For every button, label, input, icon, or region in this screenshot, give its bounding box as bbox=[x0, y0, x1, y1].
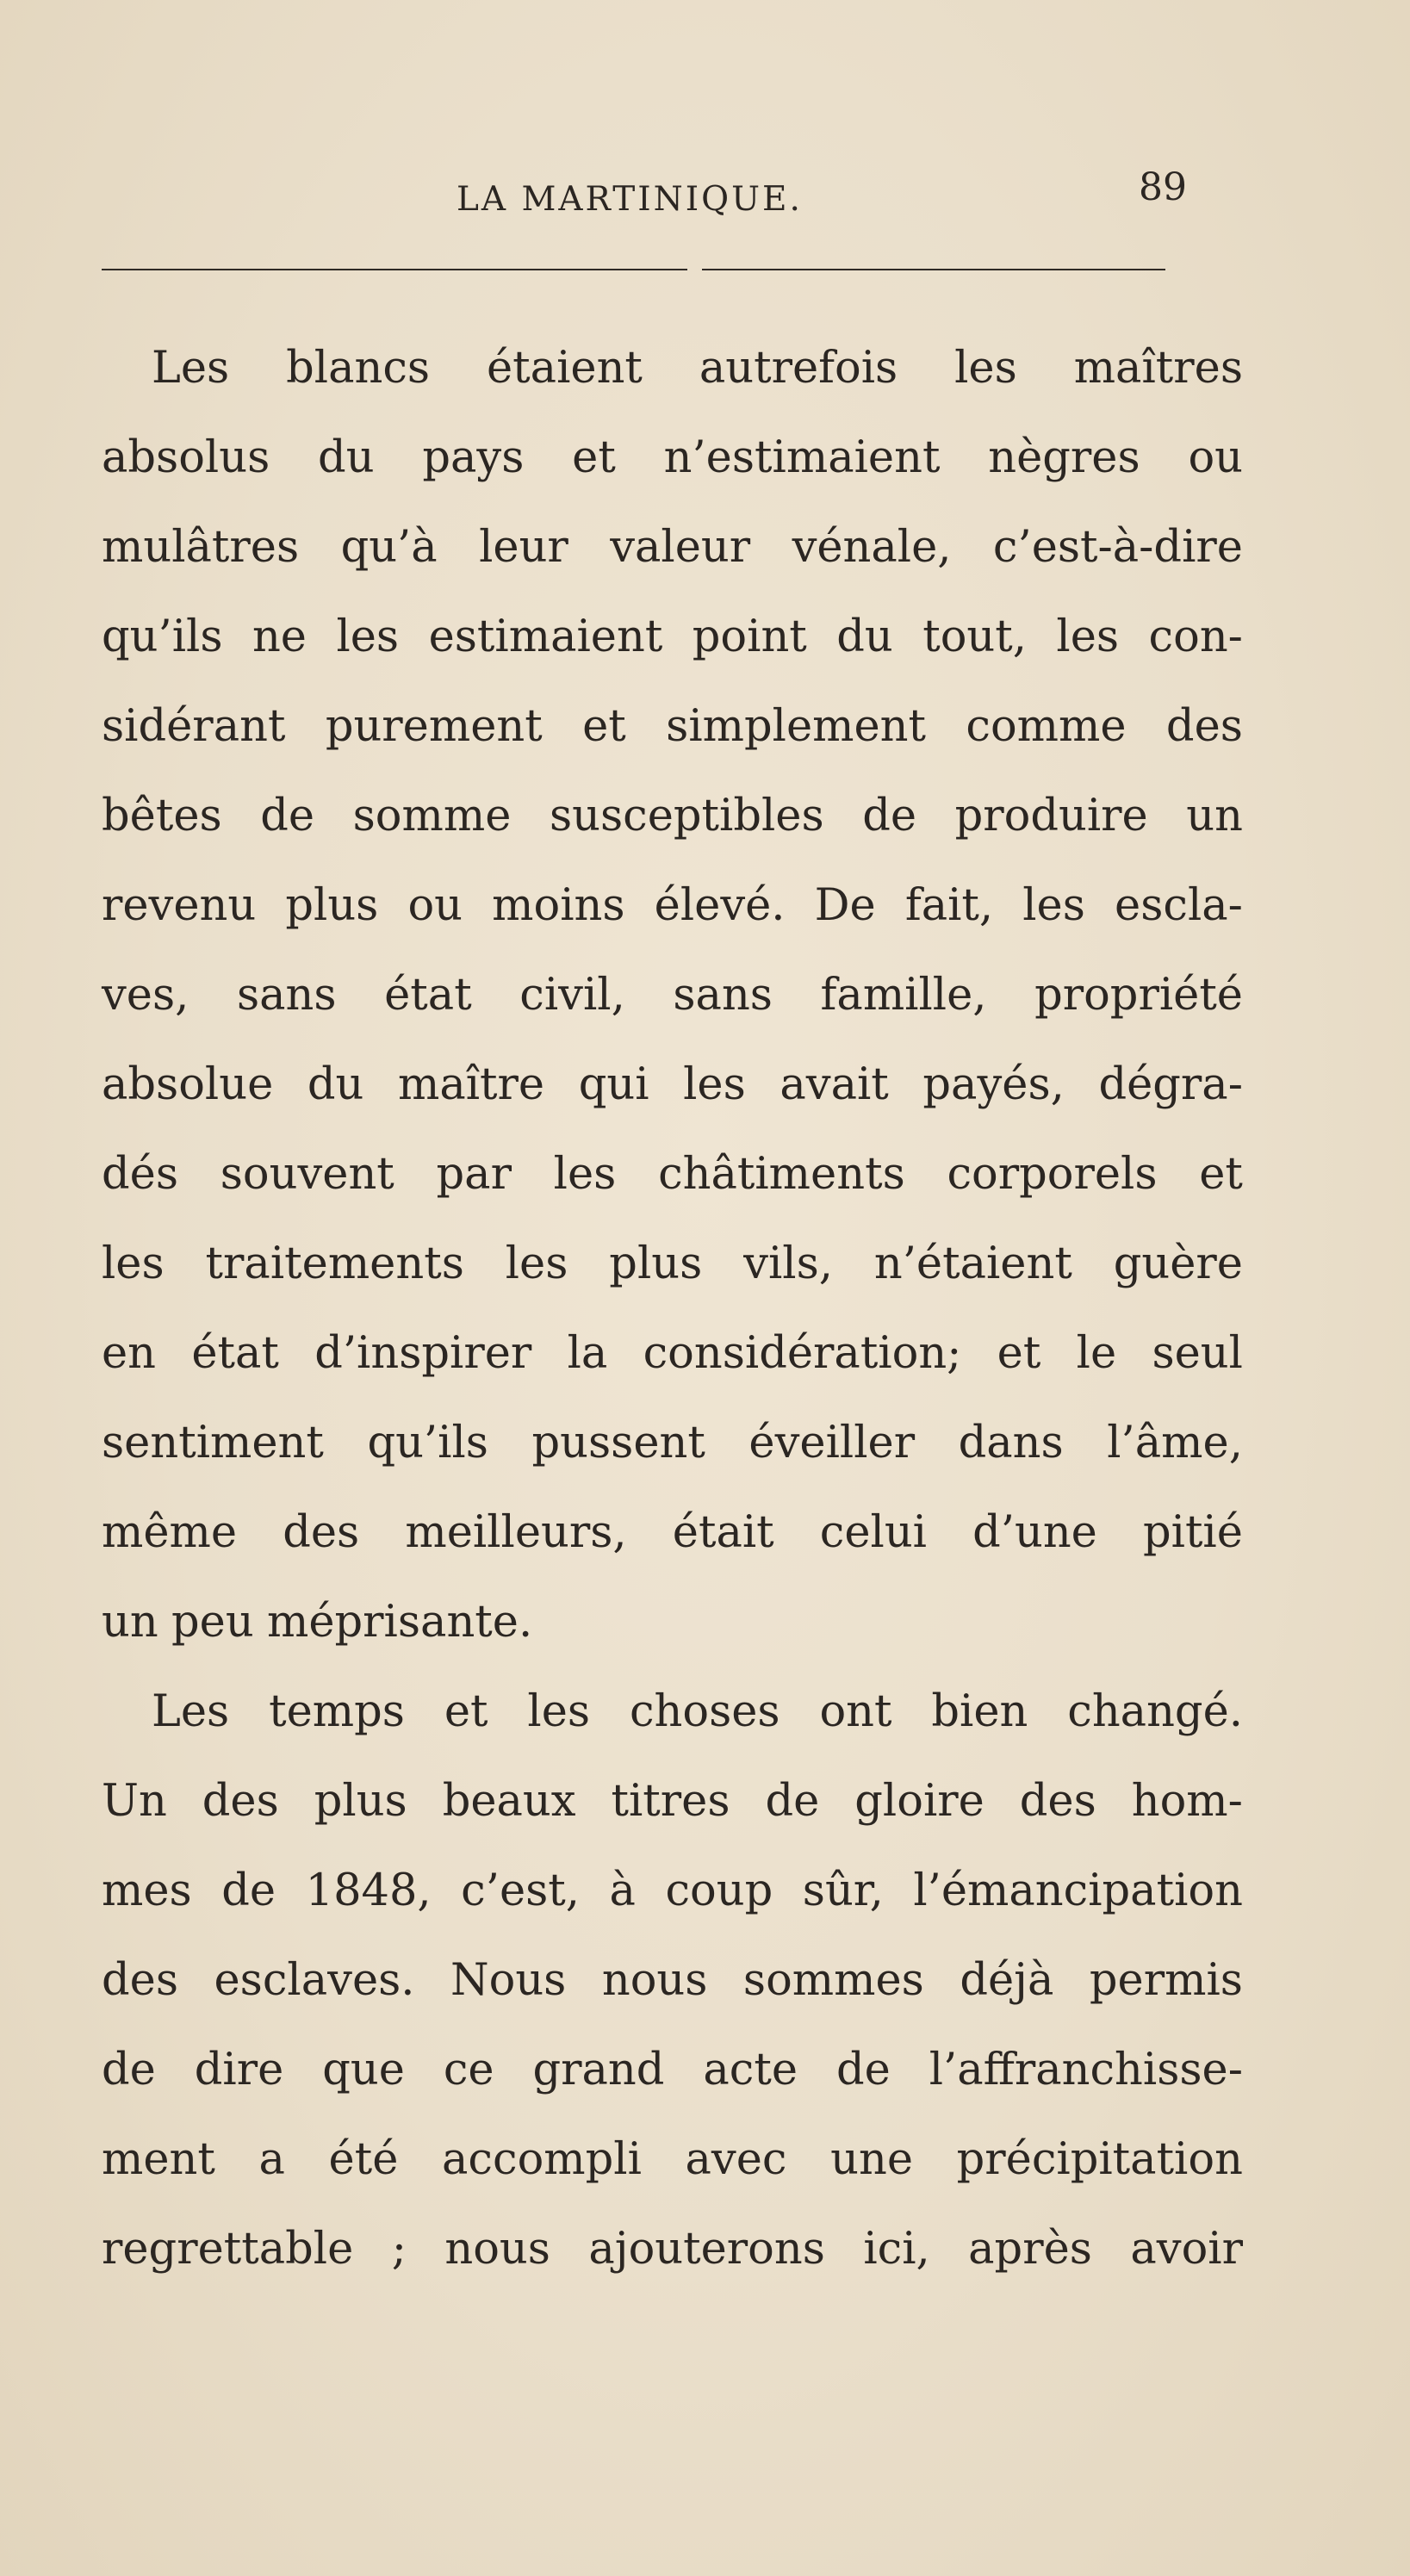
word: autrefois bbox=[699, 343, 898, 394]
word: ont bbox=[819, 1686, 892, 1737]
word: point bbox=[692, 611, 807, 662]
word: une bbox=[830, 2134, 913, 2185]
text-line bbox=[102, 1220, 1243, 1309]
word: plus bbox=[314, 1776, 407, 1827]
text-line bbox=[102, 413, 1243, 503]
word: Les bbox=[152, 1686, 230, 1737]
word: de bbox=[260, 791, 315, 841]
word: les bbox=[553, 1149, 617, 1200]
word: châtiments bbox=[658, 1149, 905, 1200]
text-line bbox=[102, 2115, 1243, 2205]
word: de bbox=[102, 2045, 156, 2095]
word: valeur bbox=[610, 522, 751, 573]
word: pussent bbox=[531, 1418, 705, 1468]
word: vénale, bbox=[792, 522, 952, 573]
word: estimaient bbox=[428, 611, 663, 662]
body-text bbox=[102, 324, 1243, 2294]
word: ne bbox=[252, 611, 307, 662]
word: gloire bbox=[854, 1776, 985, 1827]
running-head-title: LA MARTINIQUE. bbox=[457, 180, 803, 219]
word: de bbox=[221, 1865, 276, 1916]
word: dire bbox=[194, 2045, 284, 2095]
word: étaient bbox=[487, 343, 643, 394]
word: les bbox=[1022, 880, 1085, 931]
word: hom- bbox=[1131, 1776, 1243, 1827]
word: peu bbox=[171, 1597, 254, 1648]
word: de bbox=[765, 1776, 820, 1827]
word: beaux bbox=[442, 1776, 576, 1827]
word: con- bbox=[1148, 611, 1243, 662]
word: simplement bbox=[666, 701, 927, 752]
word: ou bbox=[407, 880, 463, 931]
word: sûr, bbox=[802, 1865, 884, 1916]
word: celui bbox=[819, 1507, 927, 1558]
word: et bbox=[444, 1686, 488, 1737]
word: De bbox=[814, 880, 876, 931]
word: fait, bbox=[904, 880, 994, 931]
word: sans bbox=[236, 970, 337, 1021]
word: coup bbox=[665, 1865, 773, 1916]
word: éveiller bbox=[748, 1418, 916, 1468]
word: et bbox=[997, 1328, 1041, 1379]
word: plus bbox=[285, 880, 379, 931]
word: payés, bbox=[922, 1059, 1065, 1110]
word: sentiment bbox=[102, 1418, 324, 1468]
word: les bbox=[102, 1238, 165, 1289]
word: ; bbox=[391, 2224, 407, 2275]
word: le bbox=[1076, 1328, 1117, 1379]
word: ou bbox=[1188, 432, 1243, 483]
word: n’étaient bbox=[873, 1238, 1072, 1289]
text-line bbox=[102, 1847, 1243, 1936]
word: comme bbox=[966, 701, 1127, 752]
word: Un bbox=[102, 1776, 167, 1827]
word: produire bbox=[954, 791, 1148, 841]
word: c’est, bbox=[461, 1865, 581, 1916]
word: maîtres bbox=[1073, 343, 1243, 394]
word: l’âme, bbox=[1107, 1418, 1243, 1468]
word: accompli bbox=[442, 2134, 642, 2185]
text-line bbox=[102, 1130, 1243, 1220]
word: blancs bbox=[286, 343, 431, 394]
word: grand bbox=[532, 2045, 665, 2095]
text-line bbox=[102, 1667, 1243, 1757]
word: titres bbox=[611, 1776, 730, 1827]
word: absolus bbox=[102, 432, 270, 483]
word: bêtes bbox=[102, 791, 222, 841]
word: absolue bbox=[102, 1059, 274, 1110]
word: nous bbox=[444, 2224, 550, 2275]
word: avoir bbox=[1130, 2224, 1243, 2275]
word: nous bbox=[601, 1955, 708, 2006]
word: ce bbox=[443, 2045, 494, 2095]
text-line bbox=[102, 861, 1243, 951]
word: et bbox=[1199, 1149, 1243, 1200]
text-line bbox=[102, 1578, 1243, 1667]
word: les bbox=[505, 1238, 568, 1289]
word: considération; bbox=[643, 1328, 962, 1379]
word: c’est-à-dire bbox=[992, 522, 1243, 573]
word: traitements bbox=[205, 1238, 464, 1289]
word: choses bbox=[629, 1686, 780, 1737]
text-line bbox=[102, 682, 1243, 772]
word: un bbox=[1186, 791, 1243, 841]
word: des bbox=[102, 1955, 179, 2006]
word: ves, bbox=[102, 970, 189, 1021]
word: moins bbox=[492, 880, 625, 931]
text-line bbox=[102, 1488, 1243, 1578]
word: d’une bbox=[972, 1507, 1097, 1558]
word: Nous bbox=[450, 1955, 567, 2006]
word: n’estimaient bbox=[663, 432, 941, 483]
text-line bbox=[102, 2026, 1243, 2115]
word: d’inspirer bbox=[314, 1328, 532, 1379]
word: souvent bbox=[220, 1149, 394, 1200]
word: de bbox=[835, 2045, 891, 2095]
text-line bbox=[102, 593, 1243, 682]
word: état bbox=[191, 1328, 279, 1379]
word: du bbox=[307, 1059, 364, 1110]
word: mes bbox=[102, 1865, 192, 1916]
word: pays bbox=[422, 432, 525, 483]
text-line bbox=[102, 2205, 1243, 2294]
word: de bbox=[862, 791, 917, 841]
word: élevé. bbox=[654, 880, 786, 931]
word: dés bbox=[102, 1149, 179, 1200]
word: changé. bbox=[1067, 1686, 1243, 1737]
word: les bbox=[1056, 611, 1120, 662]
word: du bbox=[836, 611, 893, 662]
word: corporels bbox=[947, 1149, 1158, 1200]
word: purement bbox=[325, 701, 543, 752]
word: par bbox=[436, 1149, 512, 1200]
word: des bbox=[283, 1507, 360, 1558]
word: même bbox=[102, 1507, 238, 1558]
word: méprisante. bbox=[266, 1597, 533, 1648]
word: civil, bbox=[519, 970, 625, 1021]
text-line bbox=[102, 1936, 1243, 2026]
word: avait bbox=[780, 1059, 889, 1110]
text-line bbox=[102, 1757, 1243, 1847]
text-line bbox=[102, 503, 1243, 593]
word: mulâtres bbox=[102, 522, 300, 573]
word: les bbox=[954, 343, 1017, 394]
word: précipitation bbox=[956, 2134, 1243, 2185]
word: des bbox=[1019, 1776, 1096, 1827]
word: et bbox=[582, 701, 626, 752]
word: sans bbox=[673, 970, 773, 1021]
text-line bbox=[102, 1399, 1243, 1488]
word: acte bbox=[703, 2045, 798, 2095]
word: maître bbox=[397, 1059, 545, 1110]
word: était bbox=[672, 1507, 774, 1558]
word: plus bbox=[609, 1238, 703, 1289]
header-rule bbox=[102, 269, 687, 270]
word: revenu bbox=[102, 880, 257, 931]
word: les bbox=[683, 1059, 746, 1110]
word: dans bbox=[958, 1418, 1064, 1468]
word: vils, bbox=[743, 1238, 833, 1289]
word: à bbox=[609, 1865, 636, 1916]
word: l’émancipation bbox=[913, 1865, 1243, 1916]
word: Les bbox=[152, 343, 230, 394]
page-number: 89 bbox=[1139, 165, 1187, 209]
word: état bbox=[384, 970, 472, 1021]
word: temps bbox=[269, 1686, 405, 1737]
word: escla- bbox=[1115, 880, 1243, 931]
word: ici, bbox=[863, 2224, 930, 2275]
word: été bbox=[328, 2134, 399, 2185]
word: qui bbox=[578, 1059, 649, 1110]
word: en bbox=[102, 1328, 157, 1379]
word: famille, bbox=[820, 970, 987, 1021]
word: que bbox=[322, 2045, 405, 2095]
word: nègres bbox=[988, 432, 1140, 483]
word: meilleurs, bbox=[405, 1507, 627, 1558]
word: esclaves. bbox=[214, 1955, 415, 2006]
word: ajouterons bbox=[588, 2224, 825, 2275]
word: dégra- bbox=[1098, 1059, 1243, 1110]
word: des bbox=[202, 1776, 279, 1827]
word: guère bbox=[1113, 1238, 1243, 1289]
word: du bbox=[318, 432, 375, 483]
word: ment bbox=[102, 2134, 215, 2185]
word: regrettable bbox=[102, 2224, 354, 2275]
text-line bbox=[102, 1309, 1243, 1399]
word: propriété bbox=[1034, 970, 1243, 1021]
header-rule bbox=[702, 269, 1165, 270]
word: 1848, bbox=[305, 1865, 432, 1916]
text-line bbox=[102, 951, 1243, 1040]
text-line bbox=[102, 1040, 1243, 1130]
word: après bbox=[968, 2224, 1092, 2275]
word: tout, bbox=[922, 611, 1027, 662]
text-line bbox=[102, 324, 1243, 413]
word: l’affranchisse- bbox=[929, 2045, 1243, 2095]
word: qu’ils bbox=[102, 611, 223, 662]
word: seul bbox=[1152, 1328, 1243, 1379]
word: un bbox=[102, 1597, 158, 1648]
word: avec bbox=[685, 2134, 787, 2185]
word: permis bbox=[1089, 1955, 1243, 2006]
word: les bbox=[336, 611, 400, 662]
word: sidérant bbox=[102, 701, 286, 752]
word: déjà bbox=[960, 1955, 1054, 2006]
word: la bbox=[567, 1328, 608, 1379]
word: bien bbox=[931, 1686, 1028, 1737]
word: somme bbox=[352, 791, 512, 841]
word: susceptibles bbox=[549, 791, 824, 841]
word: a bbox=[258, 2134, 285, 2185]
word: et bbox=[572, 432, 616, 483]
word: sommes bbox=[742, 1955, 924, 2006]
word: leur bbox=[479, 522, 568, 573]
word: qu’ils bbox=[367, 1418, 488, 1468]
word: les bbox=[527, 1686, 591, 1737]
text-line bbox=[102, 772, 1243, 861]
word: qu’à bbox=[340, 522, 438, 573]
word: pitié bbox=[1142, 1507, 1243, 1558]
word: des bbox=[1165, 701, 1243, 752]
